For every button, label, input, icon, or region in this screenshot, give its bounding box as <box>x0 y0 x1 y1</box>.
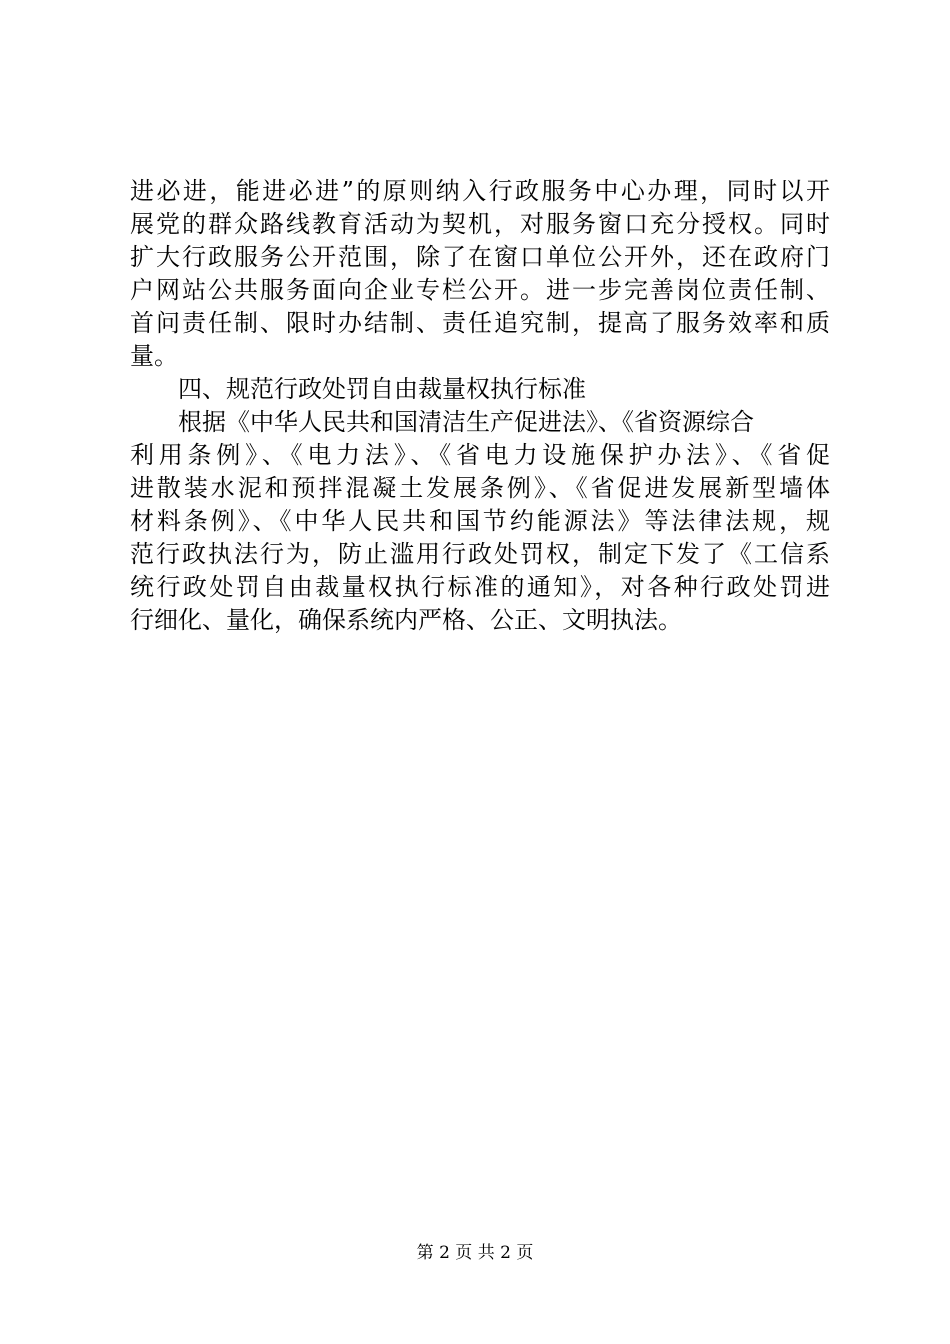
paragraph-line: 展党的群众路线教育活动为契机，对服务窗口充分授权。同时 <box>130 210 830 238</box>
document-body <box>130 175 830 637</box>
page-number-footer: 第 2 页 共 2 页 <box>416 1243 534 1263</box>
paragraph-line: 量。 <box>130 342 178 370</box>
paragraph-line: 根据《中华人民共和国清洁生产促进法》、《省资源综合 <box>178 408 754 436</box>
paragraph-line: 首问责任制、限时办结制、责任追究制，提高了服务效率和质 <box>130 309 830 337</box>
paragraph-line: 范行政执法行为，防止滥用行政处罚权，制定下发了《工信系 <box>130 540 830 568</box>
paragraph-line: 进必进，能进必进”的原则纳入行政服务中心办理，同时以开 <box>130 177 830 205</box>
paragraph-line: 材料条例》、《中华人民共和国节约能源法》等法律法规，规 <box>130 507 830 535</box>
paragraph-line: 统行政处罚自由裁量权执行标准的通知》，对各种行政处罚进 <box>130 573 830 601</box>
paragraph-line: 行细化、量化，确保系统内严格、公正、文明执法。 <box>130 606 682 634</box>
paragraph-line: 利用条例》、《电力法》、《省电力设施保护办法》、《省促 <box>130 441 830 469</box>
paragraph-line: 户网站公共服务面向企业专栏公开。进一步完善岗位责任制、 <box>130 276 830 304</box>
section-heading: 四、规范行政处罚自由裁量权执行标准 <box>178 375 586 403</box>
paragraph-line: 进散装水泥和预拌混凝土发展条例》、《省促进发展新型墙体 <box>130 474 830 502</box>
paragraph-line: 扩大行政服务公开范围，除了在窗口单位公开外，还在政府门 <box>130 243 830 271</box>
